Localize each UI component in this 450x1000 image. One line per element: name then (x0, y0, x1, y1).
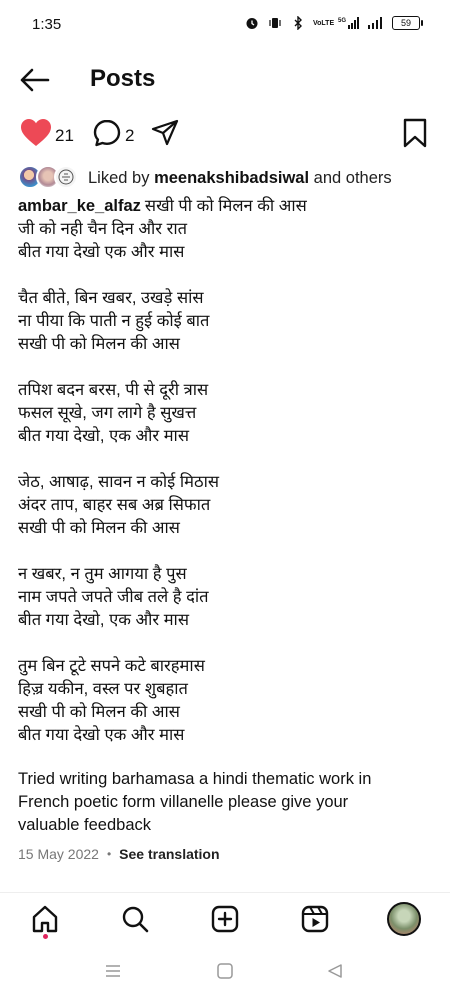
caption-english-line: valuable feedback (18, 816, 152, 834)
nav-home[interactable] (27, 901, 63, 937)
nav-search[interactable] (117, 901, 153, 937)
avatar (54, 165, 78, 189)
post-caption (18, 195, 438, 747)
caption-line (18, 540, 438, 563)
volte-label: VoLTE (313, 19, 335, 27)
menu-icon[interactable] (104, 962, 122, 985)
status-bar (0, 0, 450, 52)
caption-line: बीत गया देखो, एक और मास (18, 611, 189, 629)
caption-english-line: French poetic form villanelle please give your (18, 793, 349, 811)
caption-line (18, 356, 438, 379)
caption-line: बीत गया देखो एक और मास (18, 243, 185, 261)
liked-by-row[interactable] (18, 164, 392, 192)
system-nav-bar (0, 958, 450, 988)
caption-line (18, 448, 438, 471)
likes-count[interactable]: 21 (55, 126, 74, 145)
comments-count[interactable]: 2 (125, 126, 135, 145)
caption-line: ना पीया कि पाती न हुई कोई बात (18, 312, 210, 330)
liked-by-prefix: Liked by (88, 168, 150, 187)
liked-by-text (88, 169, 392, 188)
caption-line: सखी पी को मिलन की आस (18, 335, 180, 353)
home-square-icon[interactable] (216, 962, 234, 985)
liker-avatars (18, 165, 80, 191)
post-meta (18, 846, 220, 862)
send-icon (150, 118, 180, 148)
caption-line: जी को नही चैन दिन और रात (18, 220, 188, 238)
liked-by-username[interactable]: meenakshibadsiwal (154, 168, 310, 187)
caption-line: चैत बीते, बिन खबर, उखड़े सांस (18, 289, 204, 307)
share-button[interactable] (150, 118, 180, 148)
header (0, 58, 450, 102)
caption-line: तपिश बदन बरस, पी से दूरी त्रास (18, 381, 209, 399)
caption-line (18, 264, 438, 287)
caption-line: बीत गया देखो, एक और मास (18, 427, 189, 445)
notification-dot (43, 934, 48, 939)
back-arrow-icon (20, 66, 50, 94)
caption-english-line: Tried writing barhamasa a hindi thematic work in (18, 770, 372, 788)
nav-profile[interactable] (386, 901, 422, 937)
nav-create[interactable] (207, 901, 243, 937)
signal-icon (367, 15, 385, 31)
caption-line: नाम जपते जपते जीब तले है दांत (18, 588, 209, 606)
caption-line: अंदर ताप, बाहर सब अब्र सिफात (18, 496, 211, 514)
like-button[interactable] (20, 118, 52, 148)
signal-5g-icon (338, 15, 360, 31)
comment-icon (92, 118, 122, 148)
caption-english (18, 768, 438, 837)
save-button[interactable] (402, 118, 428, 148)
caption-line: फसल सूखे, जग लागे है सुखत्त (18, 404, 197, 422)
caption-line: हिज़्र यकीन, वस्ल पर शुबहात (18, 680, 188, 698)
create-icon (210, 904, 240, 934)
caption-line: तुम बिन टूटे सपने कटे बारहमास (18, 657, 205, 675)
home-icon (30, 904, 60, 934)
caption-line: न खबर, न तुम आगया है पुस (18, 565, 187, 583)
caption-line: बीत गया देखो एक और मास (18, 726, 185, 744)
caption-line (18, 632, 438, 655)
post-username[interactable]: ambar_ke_alfaz (18, 197, 141, 215)
liked-by-suffix[interactable]: and others (313, 168, 392, 187)
status-icons (244, 15, 420, 31)
vibrate-icon (267, 15, 283, 31)
back-button[interactable] (20, 66, 50, 94)
svg-text:5G: 5G (338, 18, 347, 24)
back-triangle-icon[interactable] (326, 962, 344, 985)
battery-indicator: 59 (392, 16, 420, 30)
heart-filled-icon (20, 118, 52, 148)
bluetooth-icon (290, 15, 306, 31)
see-translation-link[interactable]: See translation (119, 846, 220, 862)
alarm-icon (244, 15, 260, 31)
page-title: Posts (90, 65, 156, 92)
separator-dot: • (106, 847, 112, 861)
caption-line: ambar_ke_alfaz सखी पी को मिलन की आस (18, 197, 307, 215)
status-time: 1:35 (32, 16, 62, 33)
post-actions (0, 118, 450, 154)
comment-button[interactable] (92, 118, 122, 148)
post-date: 15 May 2022 (18, 846, 99, 862)
reels-icon (300, 904, 330, 934)
bottom-nav (0, 892, 450, 948)
caption-line: सखी पी को मिलन की आस (18, 519, 180, 537)
caption-line: सखी पी को मिलन की आस (18, 703, 180, 721)
search-icon (120, 904, 150, 934)
nav-reels[interactable] (297, 901, 333, 937)
bookmark-icon (402, 118, 428, 148)
caption-line: जेठ, आषाढ़, सावन न कोई मिठास (18, 473, 220, 491)
profile-avatar[interactable] (387, 902, 421, 936)
